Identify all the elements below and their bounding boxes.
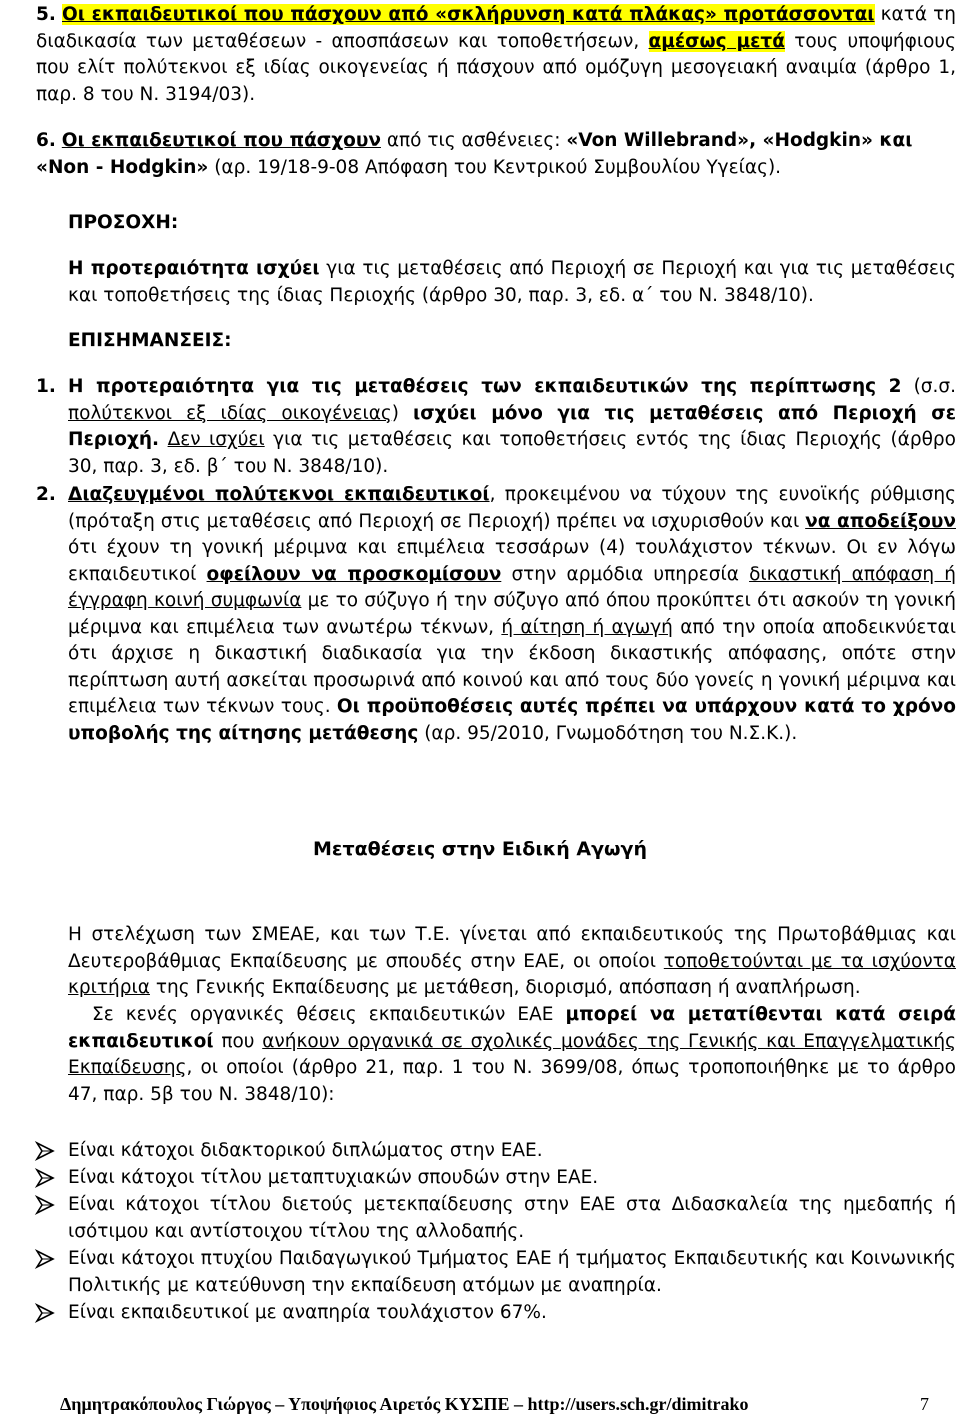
list-item — [34, 1165, 956, 1192]
item-6-number: 6. — [36, 130, 56, 151]
list-item-text: Είναι κάτοχοι τίτλου μεταπτυχιακών σπουδών στην ΕΑΕ. — [68, 1167, 599, 1188]
arrow-bullet-icon — [34, 1167, 56, 1189]
note-2-text-e: από την οποία αποδεικνύεται ότι άρχισε η δικαστική διαδικασία για την έκδοση δικαστικής απόφασης, οπότε στην περίπτωση αυτή ασκείται προσωρινά από κοινού και από τους δύο γονείς η γονική μέριμνα και επιμέλεια των τέκνων τους. — [68, 616, 956, 717]
note-1-exception: Δεν ισχύει — [167, 429, 265, 450]
note-2-heading: Διαζευγμένοι πολύτεκνοι εκπαιδευτικοί — [68, 484, 490, 505]
item-6-text: από τις ασθένειες: — [380, 130, 567, 151]
page-footer: Δημητρακόπουλος Γιώργος – Υποψήφιος Αιρετός ΚΥΣΠΕ – http://users.sch.gr/dimitrako — [60, 1394, 749, 1414]
note-1-heading: Η προτεραιότητα για τις μεταθέσεις των εκπαιδευτικών της περίπτωσης 2 — [68, 376, 902, 397]
paragraph-staffing-text-a: Η στελέχωση των ΣΜΕΑΕ, και των Τ.Ε. γίνεται από εκπαιδευτικούς της Πρωτοβάθμιας και Δευτεροβάθμιας Εκπαίδευσης με σπουδές στην ΕΑΕ, οι οποίοι — [68, 924, 956, 972]
note-1-underline: πολύτεκνοι εξ ιδίας οικογένειας — [68, 402, 392, 424]
item-6-text-rest: (αρ. 19/18-9-08 Απόφαση του Κεντρικού Συμβουλίου Υγείας). — [208, 156, 782, 178]
note-1-space — [159, 429, 167, 450]
note-2-number: 2. — [36, 484, 56, 505]
list-item-text: Είναι κάτοχοι πτυχίου Παιδαγωγικού Τμήματος ΕΑΕ ή τμήματος Εκπαιδευτικής και Κοινωνικής Πολιτικής με κατεύθυνση την εκπαίδευση ατόμων με αναπηρία. — [68, 1248, 956, 1296]
item-6-diseases: «Von Willebrand», «Hodgkin» και «Non - Hodgkin» — [36, 130, 913, 178]
note-2 — [36, 482, 956, 747]
paragraph-staffing-text-b: της Γενικής Εκπαίδευσης με μετάθεση, διορισμό, απόσπαση ή αναπλήρωση. — [149, 977, 861, 998]
item-6-heading: Οι εκπαιδευτικοί που πάσχουν — [61, 130, 381, 151]
prosoxi-rest: για τις μεταθέσεις από Περιοχή σε Περιοχή και για τις μεταθέσεις και τοποθετήσεις της ίδιας Περιοχής (άρθρο 30, παρ. 3, εδ. α΄ του Ν. 3848/10). — [68, 258, 956, 306]
item-5-heading: Οι εκπαιδευτικοί που πάσχουν από «σκλήρυνση κατά πλάκας» προτάσσονται — [62, 4, 875, 25]
note-1-text-b: ) — [391, 402, 414, 424]
note-2-court-decision: δικαστική απόφαση ή έγγραφη κοινή συμφωνία — [68, 563, 956, 611]
arrow-bullet-icon — [34, 1302, 56, 1324]
item-5-emphasis: αμέσως μετά — [648, 30, 785, 52]
note-2-application: ή αίτηση ή αγωγή — [501, 616, 673, 638]
item-5-text-rest: τους υποψήφιους που ελίτ πολύτεκνοι εξ ιδίας οικογενείας ή πάσχουν από ομόζυγη μεσογειακή αναιμία (άρθρο 1, παρ. 8 του Ν. 3194/03). — [36, 30, 956, 105]
list-item — [34, 1138, 956, 1165]
item-5-text: κατά τη διαδικασία των μεταθέσεων - αποσπάσεων και τοποθετήσεων, — [36, 4, 956, 52]
note-2-prove: να αποδείξουν — [805, 510, 956, 532]
item-5 — [36, 2, 956, 108]
list-item-text: Είναι εκπαιδευτικοί με αναπηρία τουλάχιστον 67%. — [68, 1302, 547, 1323]
paragraph-vacancies-schools: ανήκουν οργανικά σε σχολικές μονάδες της Γενικής και Επαγγελματικής Εκπαίδευσης — [68, 1030, 956, 1078]
paragraph-vacancies-text-c: , οι οποίοι (άρθρο 21, παρ. 1 του Ν. 3699/08, όπως τροποποιήθηκε με το άρθρο 47, παρ. 5β του Ν. 3848/10): — [68, 1057, 956, 1105]
paragraph-vacancies-text-b: που — [213, 1030, 263, 1052]
prosoxi-title: ΠΡΟΣΟΧΗ: — [68, 212, 179, 233]
note-1-text-a: (σ.σ. — [901, 376, 957, 397]
paragraph-vacancies — [68, 1002, 956, 1108]
list-item — [34, 1246, 956, 1299]
arrow-bullet-icon — [34, 1194, 56, 1216]
note-2-text-a: , προκειμένου να τύχουν της ευνοϊκής ρύθμισης (πρόταξη στις μεταθέσεις από Περιοχή σε Περιοχή) πρέπει να ισχυρισθούν και — [68, 484, 956, 532]
paragraph-vacancies-text-a: Σε κενές οργανικές θέσεις εκπαιδευτικών ΕΑΕ — [92, 1004, 566, 1025]
arrow-bullet-icon — [34, 1248, 56, 1270]
item-5-number: 5. — [36, 4, 56, 25]
arrow-bullet-icon — [34, 1140, 56, 1162]
paragraph-staffing-criteria: τοποθετούνται με τα ισχύοντα κριτήρια — [68, 950, 956, 998]
episimanseis-title: ΕΠΙΣΗΜΑΝΣΕΙΣ: — [68, 330, 232, 351]
note-2-must-submit: οφείλουν να προσκομίσουν — [206, 563, 502, 585]
list-item-text: Είναι κάτοχοι τίτλου διετούς μετεκπαίδευσης στην ΕΑΕ στα Διδασκαλεία της ημεδαπής ή ισότιμου και αντίστοιχου τίτλου της αλλοδαπής. — [68, 1194, 956, 1242]
page-number: 7 — [920, 1394, 929, 1414]
note-1-rule: ισχύει μόνο για τις μεταθέσεις από Περιοχή σε Περιοχή. — [68, 402, 957, 450]
list-item-text: Είναι κάτοχοι διδακτορικού διπλώματος στην ΕΑΕ. — [68, 1140, 543, 1161]
note-1-text-c: για τις μεταθέσεις και τοποθετήσεις εντός της ίδιας Περιοχής (άρθρο 30, παρ. 3, εδ. β΄ του Ν. 3848/10). — [68, 429, 956, 477]
paragraph-staffing — [68, 922, 956, 1002]
note-1-number: 1. — [36, 376, 56, 397]
prosoxi-emphasis: Η προτεραιότητα ισχύει — [68, 258, 320, 279]
paragraph-vacancies-emphasis: μπορεί να μετατίθενται κατά σειρά εκπαιδευτικοί — [68, 1004, 956, 1052]
section-heading: Μεταθέσεις στην Ειδική Αγωγή — [312, 838, 648, 860]
list-item — [34, 1192, 956, 1245]
note-2-conditions: Οι προϋποθέσεις αυτές πρέπει να υπάρχουν κατά το χρόνο υποβολής της αίτησης μετάθεσης — [68, 696, 956, 744]
note-1 — [36, 374, 956, 480]
note-2-text-c: στην αρμόδια υπηρεσία — [501, 563, 750, 585]
item-6 — [36, 128, 956, 181]
prosoxi-text — [68, 256, 956, 309]
note-2-text-d: με το σύζυγο ή την σύζυγο από όπου προκύπτει ότι ασκούν τη γονική μέριμνα και επιμέλεια των ανωτέρω τέκνων, — [68, 590, 957, 638]
list-item — [34, 1300, 956, 1327]
note-2-text-b: ότι έχουν τη γονική μέριμνα και επιμέλεια τεσσάρων (4) τουλάχιστον τέκνων. Οι εν λόγω εκπαιδευτικοί — [68, 537, 956, 585]
note-2-text-f: (αρ. 95/2010, Γνωμοδότηση του Ν.Σ.Κ.). — [418, 722, 798, 744]
